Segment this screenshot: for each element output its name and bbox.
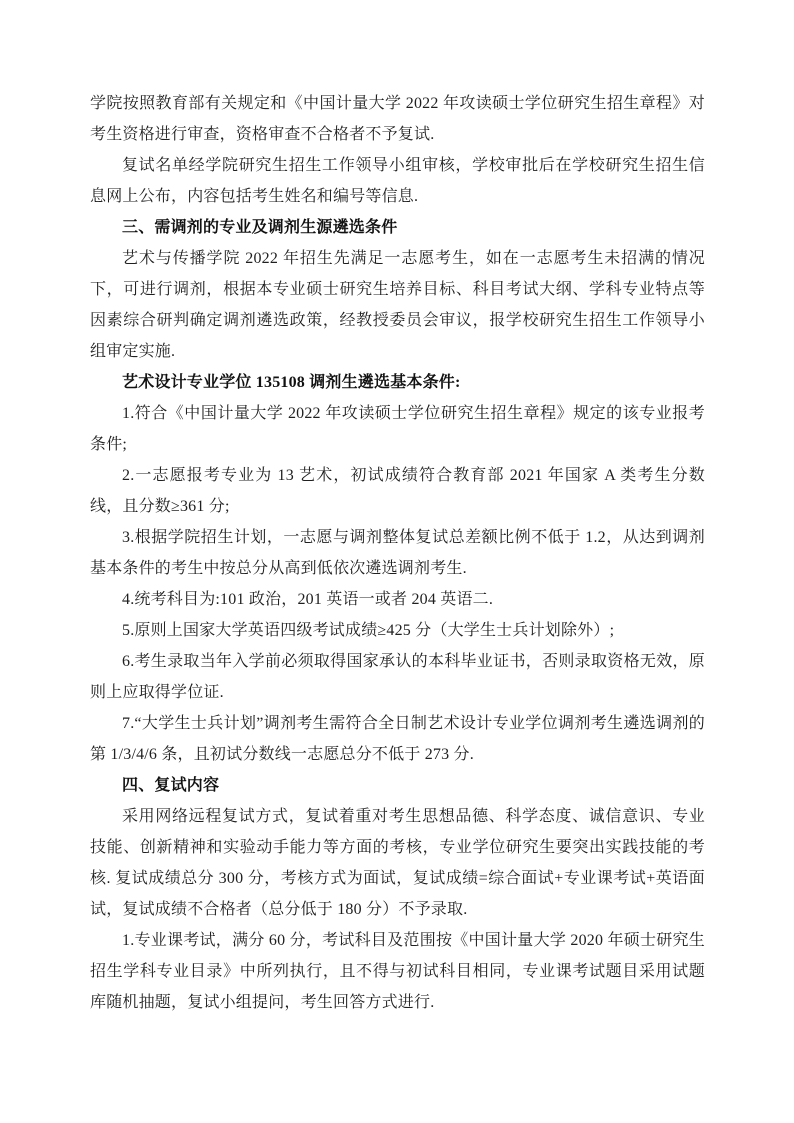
section-heading-3: 三、需调剂的专业及调剂生源遴选条件 xyxy=(122,219,398,236)
document-body xyxy=(90,88,705,1018)
condition-item-6: 6.考生录取当年入学前必须取得国家承认的本科毕业证书，否则录取资格无效，原则上应取得学位证. xyxy=(90,653,705,701)
paragraph-adjustment-policy: 艺术与传播学院 2022 年招生先满足一志愿考生，如在一志愿考生未招满的情况下，可进行调剂，根据本专业硕士研究生培养目标、科目考试大纲、学科专业特点等因素综合研判确定调剂遴选政策，经教授委员会审议，报学校研究生招生工作领导小组审定实施. xyxy=(90,250,705,360)
paragraph-qualification-review: 学院按照教育部有关规定和《中国计量大学 2022 年攻读硕士学位研究生招生章程》对考生资格进行审查，资格审查不合格者不予复试. xyxy=(90,95,705,143)
condition-item-1: 1.符合《中国计量大学 2022 年攻读硕士学位研究生招生章程》规定的该专业报考条件; xyxy=(90,405,705,453)
condition-item-5: 5.原则上国家大学英语四级考试成绩≥425 分（大学生士兵计划除外）; xyxy=(122,622,615,639)
paragraph-reexam-content: 采用网络远程复试方式，复试着重对考生思想品德、科学态度、诚信意识、专业技能、创新精神和实验动手能力等方面的考核，专业学位研究生要突出实践技能的考核. 复试成绩总分 300 分，考核方式为面试，复试成绩=综合面试+专业课考试+英语面试，复试成绩不合格者（总分低于 180 分）不予录取. xyxy=(90,808,705,918)
condition-item-3: 3.根据学院招生计划，一志愿与调剂整体复试总差额比例不低于 1.2，从达到调剂基本条件的考生中按总分从高到低依次遴选调剂考生. xyxy=(90,529,705,577)
heading-adjustment-conditions: 艺术设计专业学位 135108 调剂生遴选基本条件: xyxy=(122,374,461,391)
condition-item-4: 4.统考科目为:101 政治，201 英语一或者 204 英语二. xyxy=(122,591,494,608)
condition-item-2: 2.一志愿报考专业为 13 艺术，初试成绩符合教育部 2021 年国家 A 类考生分数线，且分数≥361 分; xyxy=(90,467,705,515)
paragraph-professional-course-exam: 1.专业课考试，满分 60 分，考试科目及范围按《中国计量大学 2020 年硕士研究生招生学科专业目录》中所列执行，且不得与初试科目相同，专业课考试题目采用试题库随机抽题，复试小组提问，考生回答方式进行. xyxy=(90,932,705,1011)
paragraph-reexam-list-publish: 复试名单经学院研究生招生工作领导小组审核，学校审批后在学校研究生招生信息网上公布，内容包括考生姓名和编号等信息. xyxy=(90,157,705,205)
section-heading-4: 四、复试内容 xyxy=(122,777,220,794)
condition-item-7: 7.“大学生士兵计划”调剂考生需符合全日制艺术设计专业学位调剂考生遴选调剂的第 1/3/4/6 条，且初试分数线一志愿总分不低于 273 分. xyxy=(90,715,705,763)
